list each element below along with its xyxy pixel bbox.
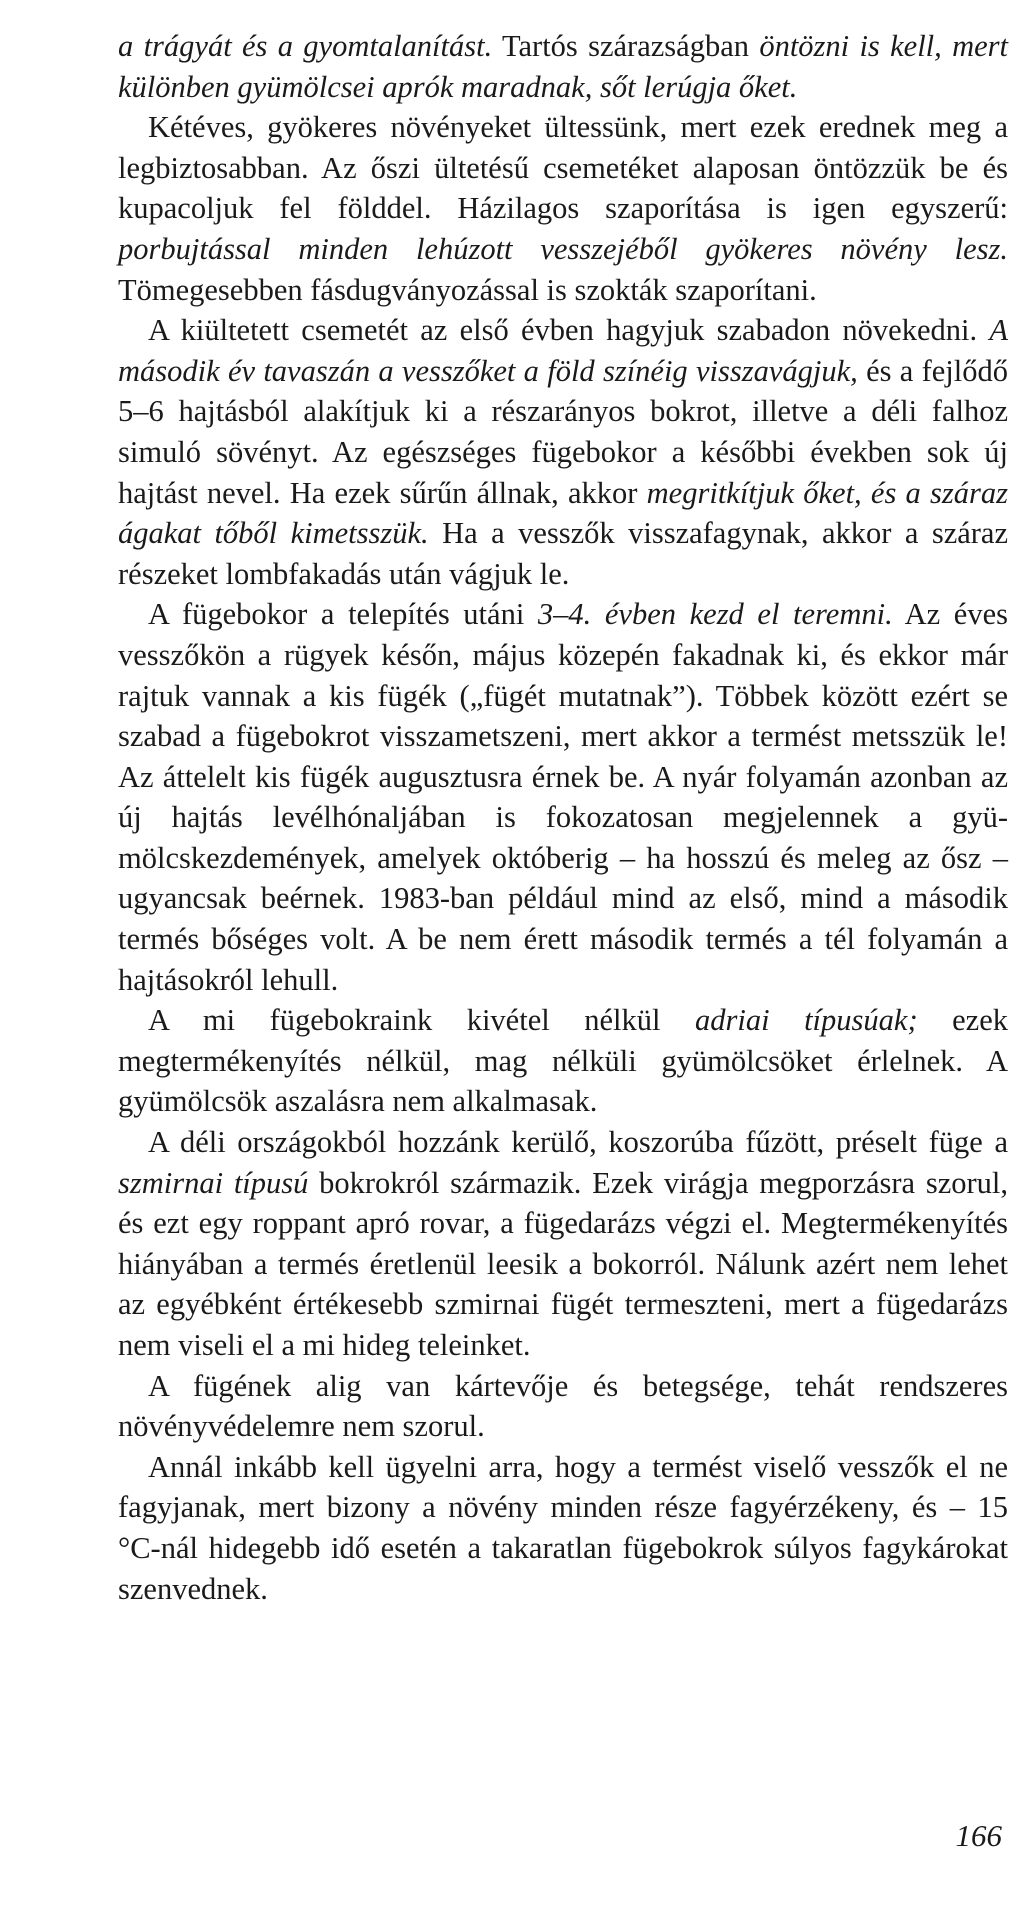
paragraph (118, 107, 1008, 310)
italic-run: adriai típusúak; (695, 1003, 918, 1038)
italic-run: szmirnai típusú (118, 1165, 309, 1200)
text-run: Tartós szárazságban (492, 29, 760, 63)
text-run: Az éves vesszőkön a rügyek későn, május közepén fakadnak ki, és ekkor már rajtuk vannak a kis fügék („fügét mutatnak”). Többek között ezért se szabad a fügebokrot visszametszeni, mert akkor a termést metsszük le! Az áttelelt kis fügék augusztusra érnek be. A nyár folyamán azonban az új hajtás levélhónaljában is fokozatosan megjelennek a gyümölcskezdemények, amelyek októberig – ha hosszú és meleg az ősz – ugyancsak beérnek. 1983-ban például mind az első, mind a második termés bőséges volt. A be nem érett második termés a tél folyamán a hajtásokról lehull. (118, 597, 1008, 997)
italic-run: A második év tavaszán a vesszőket a föld színéig visszavágjuk, (118, 313, 1008, 388)
paragraph (118, 594, 1008, 1000)
text-run: A fügének alig van kártevője és betegsége, tehát rendszeres növényvédelemre nem szorul. (118, 1368, 1008, 1444)
text-run: A fügebokor a telepítés utáni (148, 597, 538, 632)
text-run: A mi fügebokraink kivétel nélkül (148, 1003, 695, 1038)
text-run: Annál inkább kell ügyelni arra, hogy a termést viselő vesszők el ne fagyjanak, mert bizony a növény minden része fagyérzékeny, és – 15 °C-nál hidegebb idő esetén a takaratlan fügebokrok súlyos fagykárokat szenvednek. (118, 1449, 1008, 1606)
paragraph (118, 1000, 1008, 1122)
paragraph (118, 1447, 1008, 1609)
italic-run: megritkítjuk őket, és a száraz ágakat tőből kimetsszük. (118, 475, 1008, 551)
text-run: ezek megtermékenyítés nélkül, mag nélküli gyümölcsöket érlelnek. A gyümölcsök aszalásra nem alkalmasak. (118, 1003, 1008, 1119)
paragraph (118, 1122, 1008, 1366)
text-run: Ha a vesszők visszafagynak, akkor a száraz részeket lombfakadás után vágjuk le. (118, 516, 1008, 591)
page-number: 166 (955, 1818, 1002, 1853)
text-run: Kétéves, gyökeres növényeket ültessünk, mert ezek erednek meg a legbiztosabban. Az őszi ültetésű csemetéket alaposan öntözzük be és kupacoljuk fel földdel. Házilagos szaporítása is igen egyszerű: (118, 110, 1008, 226)
italic-run: a trágyát és a gyomtalanítást. (118, 29, 493, 63)
text-run: Tömegesebben fásdugványozással is szokták szaporítani. (118, 272, 817, 307)
text-run: és a fejlődő 5–6 hajtásból alakítjuk ki a részarányos bokrot, illetve a déli falhoz simuló sövényt. Az egészséges fügebokor a későbbi években sok új hajtást nevel. Ha ezek sűrűn állnak, akkor (118, 353, 1008, 510)
paragraph (118, 310, 1008, 594)
text-run: bokrokról származik. Ezek virágja megporzásra szorul, és ezt egy roppant apró rovar, a fügedarázs végzi el. Megtermékenyítés hiányában a termés éretlenül leesik a bokorról. Nálunk azért nem lehet az egyébként értékesebb szmirnai fügét termeszteni, mert a fügedarázs nem viseli el a mi hideg teleinket. (118, 1165, 1009, 1362)
body-text (118, 26, 1008, 1609)
paragraph (118, 1366, 1008, 1447)
text-run: A déli országokból hozzánk kerülő, koszorúba fűzött, préselt füge a (148, 1125, 1008, 1160)
text-run: A kiültetett csemetét az első évben hagyjuk szabadon növekedni. (148, 313, 990, 348)
italic-run: porbujtással minden lehúzott vesszejéből gyökeres növény lesz. (118, 231, 1008, 266)
paragraph (118, 26, 1008, 107)
italic-run: öntözni is kell, mert különben gyümölcsei aprók maradnak, sőt lerúgja őket. (118, 29, 1008, 104)
italic-run: 3–4. évben kezd el teremni. (537, 597, 893, 632)
